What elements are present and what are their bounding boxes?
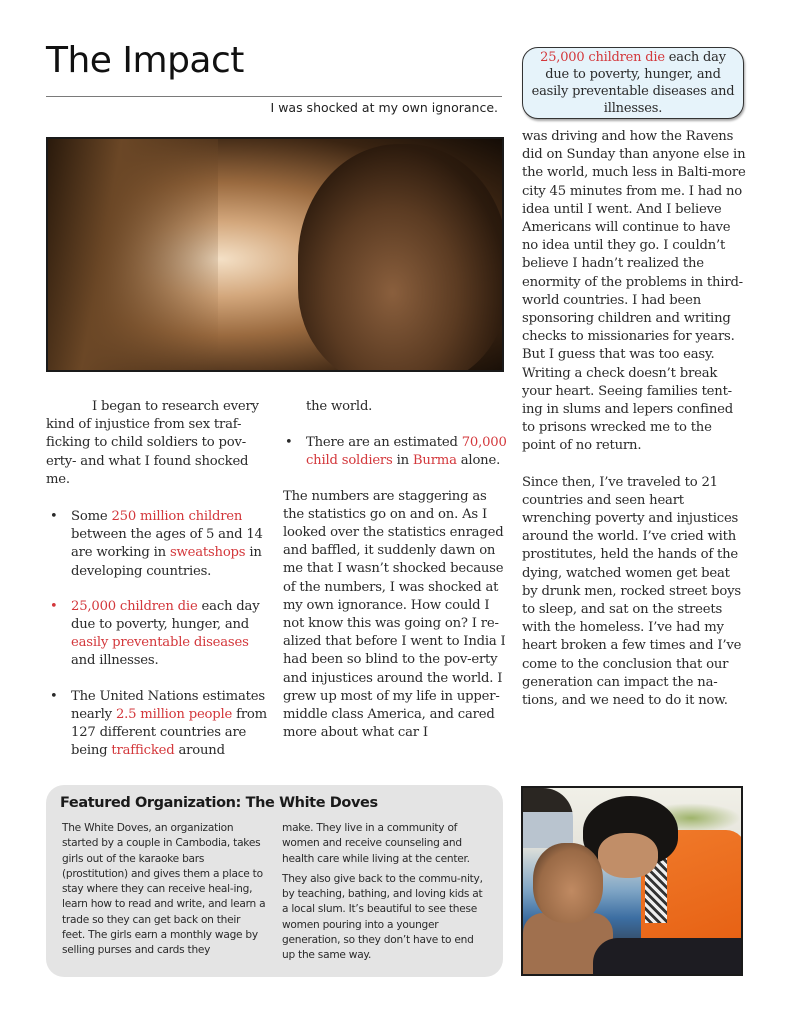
statistic-text: around xyxy=(174,743,225,759)
statistic-text: between the ages of 5 and 14 are working in xyxy=(71,527,263,561)
statistic-text: Some xyxy=(71,509,112,525)
article-lead-paragraph: I began to research every kind of injustice from sex traf-ficking to child soldiers to pov-erty- and what I found shocked me. xyxy=(46,399,259,487)
statistic-text: in xyxy=(392,453,413,469)
featured-column-right xyxy=(282,821,488,969)
statistic-text: There are an estimated xyxy=(306,435,462,451)
photo-woman-hair xyxy=(48,139,218,372)
bullet-icon: • xyxy=(285,435,293,451)
page-subtitle: I was shocked at my own ignorance. xyxy=(270,100,498,115)
bullet-icon: • xyxy=(50,688,58,704)
hero-photo xyxy=(46,137,504,372)
pull-quote-text: each day due to poverty, hunger, and easily preventable diseases and illnesses. xyxy=(531,50,735,116)
article-column-1 xyxy=(46,398,268,777)
photo-man-background xyxy=(523,788,573,848)
photo-dark-pants xyxy=(593,938,743,976)
statistic-item xyxy=(46,688,268,761)
statistic-text: each day due to poverty, hunger, and xyxy=(71,598,260,633)
photo-woman-face xyxy=(598,833,658,878)
bullet-icon: • xyxy=(50,598,58,614)
highlighted-statistic: Burma xyxy=(412,453,457,469)
photo-child-face xyxy=(533,843,603,923)
featured-organization-box xyxy=(46,785,503,977)
statistic-text: The United Nations estimates nearly xyxy=(71,688,265,722)
highlighted-statistic: 70,000 child soldiers xyxy=(306,435,507,469)
highlighted-statistic: trafficked xyxy=(111,743,175,759)
highlighted-statistic: 25,000 children die xyxy=(71,598,198,614)
statistic-text: alone. xyxy=(456,453,501,469)
statistic-text: from 127 different countries are being xyxy=(71,706,267,759)
statistic-item xyxy=(46,598,268,671)
statistic-item xyxy=(46,508,268,581)
bullet-continuation: the world. xyxy=(306,399,373,414)
featured-column-left xyxy=(60,821,266,969)
statistic-text: in developing countries. xyxy=(71,545,262,579)
page-title: The Impact xyxy=(46,40,244,81)
statistics-list xyxy=(46,508,268,760)
featured-paragraph: make. They live in a community of women and receive counseling and health care while living at the center. xyxy=(282,822,470,865)
highlighted-statistic: 2.5 million people xyxy=(115,706,233,722)
organization-photo xyxy=(521,786,743,976)
article-paragraph: The numbers are staggering as the statistics go on and on. As I looked over the statistics enraged and baffled, it suddenly dawn on me that I wasn’t shocked because of the numbers, I was shocked at my own ignorance. How could I not know this was going on? I re-alized that before I went to India I had been so blind to the pov-erty and injustices around the world. I grew up most of my life in upper-middle class America, and cared more about what car I xyxy=(283,488,506,741)
article-column-3 xyxy=(522,128,748,728)
statistic-text: and illnesses. xyxy=(71,653,159,669)
article-column-2 xyxy=(283,398,508,742)
pull-quote-highlight: 25,000 children die xyxy=(540,50,665,65)
highlighted-statistic: 250 million children xyxy=(111,509,243,525)
photo-child-face xyxy=(298,144,504,372)
statistic-item xyxy=(283,434,508,470)
statistics-list-continued xyxy=(283,434,508,470)
featured-paragraph: The White Doves, an organization started by a couple in Cambodia, takes girls out of the karaoke bars (prostitution) and gives them a place to stay where they can receive heal-ing, learn how to read and write, and learn a trade so they can get back on their feet. The girls earn a monthly wage by selling purses and cards they xyxy=(62,822,266,957)
highlighted-statistic: easily preventable diseases xyxy=(71,635,249,651)
featured-heading: Featured Organization: The White Doves xyxy=(60,795,378,811)
article-paragraph: Since then, I’ve traveled to 21 countries and seen heart wrenching poverty and injustices around the world. I’ve cried with prostitutes, held the hands of the dying, watched women get beat by drunk men, rocked street boys to sleep, and sat on the streets with the homeless. I’ve had my heart broken a few times and I’ve come to the conclusion that our generation can impact the na-tions, and we need to do it now. xyxy=(522,474,742,709)
featured-paragraph: They also give back to the commu-nity, by teaching, bathing, and loving kids at a local slum. It’s beautiful to see these women pouring into a younger generation, so they don’t have to end up the same way. xyxy=(282,872,483,962)
title-divider xyxy=(46,96,502,97)
pull-quote xyxy=(522,47,744,119)
highlighted-statistic: sweatshops xyxy=(169,545,246,561)
article-paragraph: was driving and how the Ravens did on Sunday than anyone else in the world, much less in Balti-more city 45 minutes from me. I had no idea until I went. And I believe Americans will continue to have no idea until they go. I couldn’t believe I hadn’t realized the enormity of the problems in third-world countries. I had been sponsoring children and writing checks to missionaries for years. But I guess that was too easy. Writing a check doesn’t break your heart. Seeing families tent-ing in slums and lepers confined to prisons wrecked me to the point of no return. xyxy=(522,129,746,454)
bullet-icon: • xyxy=(50,509,58,525)
